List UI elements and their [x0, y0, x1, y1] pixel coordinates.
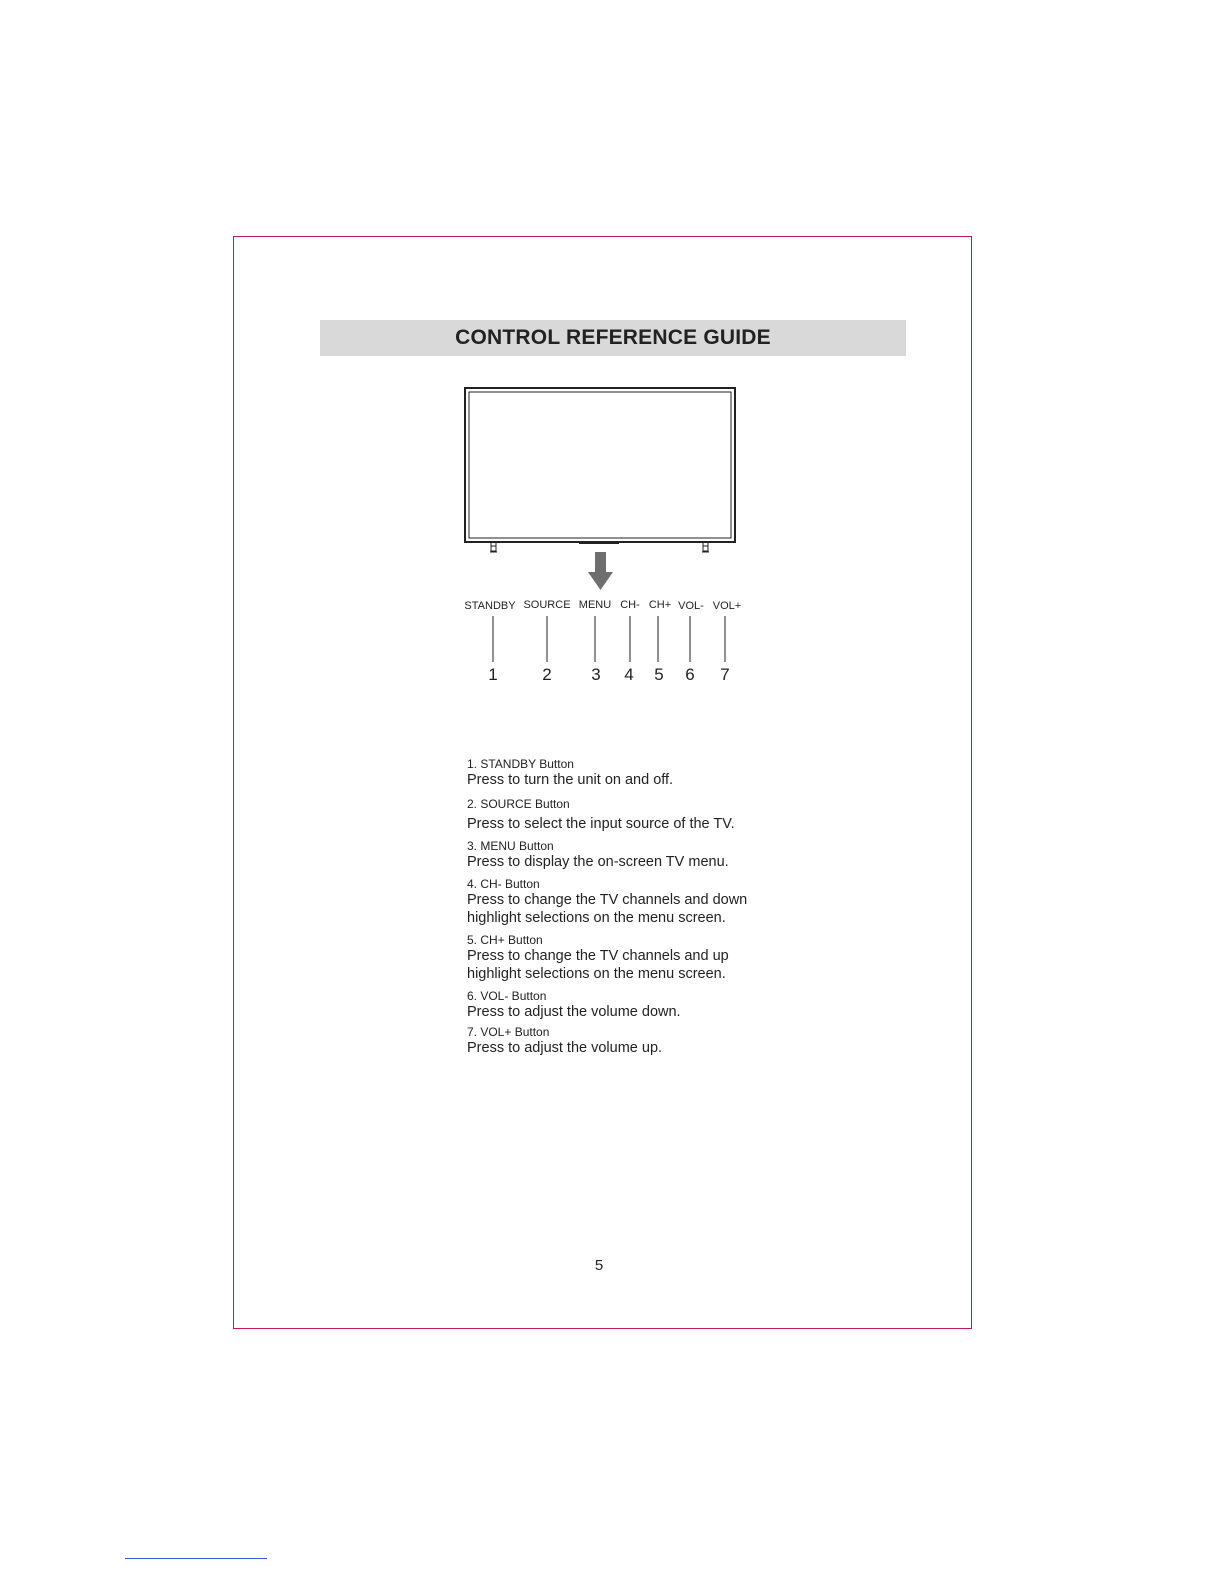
description-item [467, 839, 797, 871]
description-text: Press to change the TV channels and up highlight selections on the menu screen. [467, 948, 729, 982]
button-number-5: 5 [654, 665, 664, 684]
description-text: Press to change the TV channels and down highlight selections on the menu screen. [467, 892, 748, 926]
description-heading: 7. VOL+ Button [467, 1025, 550, 1039]
description-heading: 1. STANDBY Button [467, 757, 574, 771]
button-label-ch-plus: CH+ [648, 599, 672, 611]
description-text: Press to adjust the volume down. [467, 1004, 681, 1020]
button-descriptions [467, 757, 797, 1057]
button-number-4: 4 [624, 665, 634, 684]
page-number: 5 [594, 1257, 604, 1274]
tv-foot-left [490, 542, 497, 552]
description-heading: 4. CH- Button [467, 877, 540, 891]
description-item [467, 757, 797, 789]
description-item [467, 797, 797, 833]
description-heading: 2. SOURCE Button [467, 797, 570, 811]
tv-control-strip [579, 541, 619, 544]
description-text: Press to select the input source of the TV. [467, 816, 735, 832]
arrow-down-icon [588, 552, 613, 590]
tv-diagram-svg [455, 380, 755, 700]
title-bar [320, 320, 906, 356]
description-item [467, 1025, 797, 1057]
description-text: Press to adjust the volume up. [467, 1040, 663, 1056]
page-title: CONTROL REFERENCE GUIDE [455, 326, 771, 349]
description-item [467, 877, 797, 927]
button-number-2: 2 [542, 665, 552, 684]
tv-control-diagram [455, 380, 755, 700]
description-heading: 5. CH+ Button [467, 933, 543, 947]
button-label-ch-minus: CH- [620, 599, 640, 611]
button-label-source: SOURCE [523, 599, 571, 611]
tv-foot-right [702, 542, 709, 552]
description-heading: 3. MENU Button [467, 839, 554, 853]
button-number-1: 1 [488, 665, 498, 684]
button-label-standby: STANDBY [464, 600, 516, 612]
description-heading: 6. VOL- Button [467, 989, 547, 1003]
button-number-7: 7 [720, 665, 730, 684]
description-item [467, 989, 797, 1021]
button-number-3: 3 [591, 665, 601, 684]
footnote-divider [125, 1558, 267, 1559]
button-label-menu: MENU [578, 599, 612, 611]
description-item [467, 933, 797, 983]
button-label-vol-minus: VOL- [678, 600, 704, 612]
button-number-6: 6 [685, 665, 695, 684]
description-text: Press to display the on-screen TV menu. [467, 854, 729, 870]
tv-outer-frame [465, 388, 735, 542]
button-label-vol-plus: VOL+ [712, 600, 742, 612]
description-text: Press to turn the unit on and off. [467, 772, 674, 788]
